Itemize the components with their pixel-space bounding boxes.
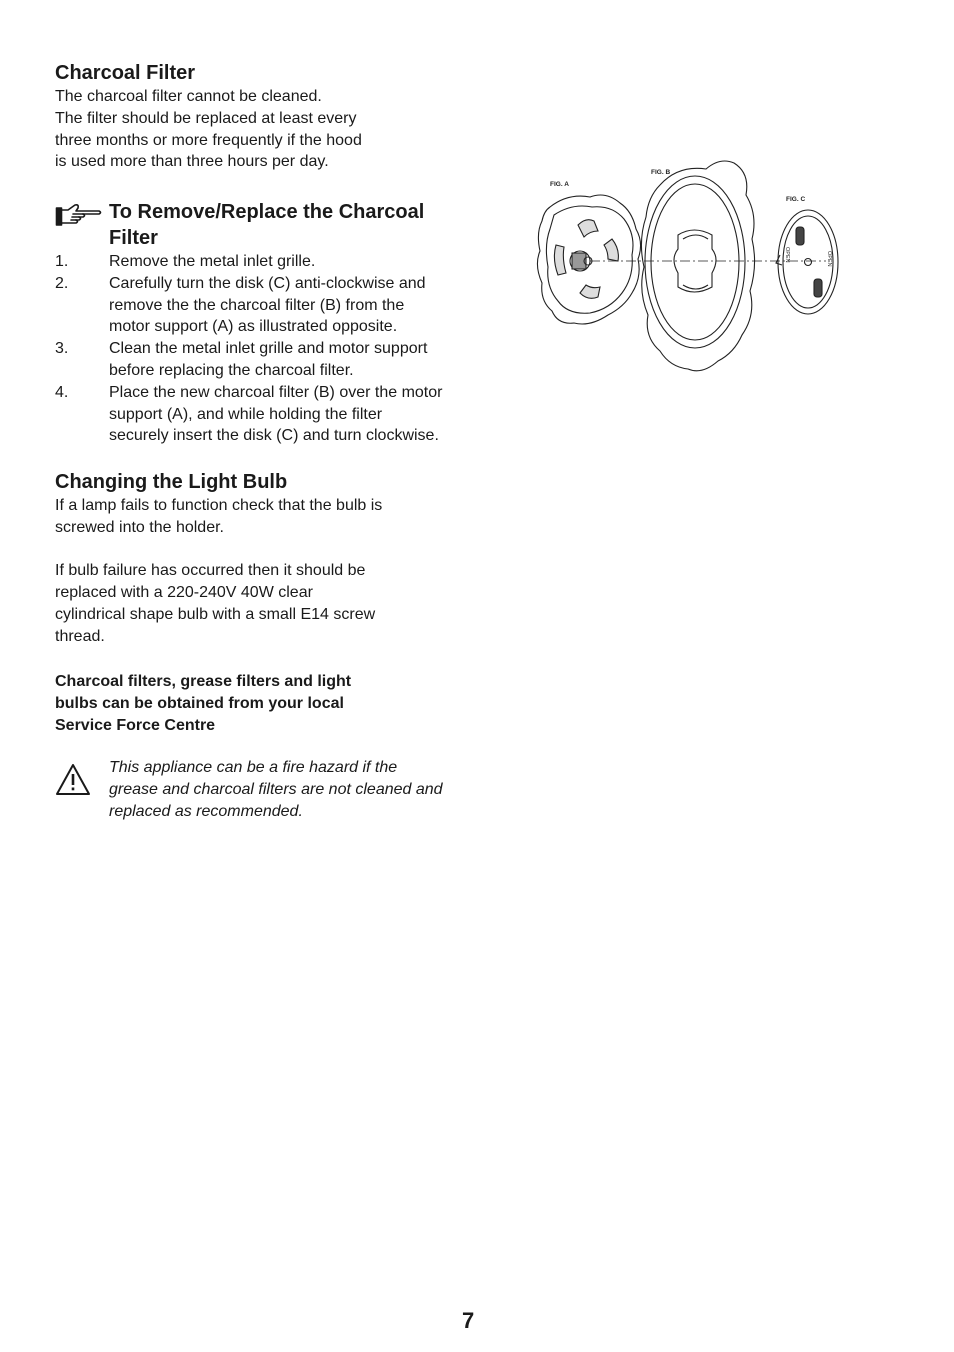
- bulb-text-line: cylindrical shape bulb with a small E14 screw: [55, 605, 376, 623]
- open-label-left: OPEN: [784, 247, 790, 263]
- charcoal-filter-section: [55, 60, 465, 173]
- step-text: remove the the charcoal filter (B) from the: [109, 296, 405, 314]
- note-line: Service Force Centre: [55, 716, 216, 734]
- bulb-text-line: If bulb failure has occurred then it should be: [55, 562, 366, 580]
- list-item: [55, 273, 465, 338]
- step-number: 2.: [55, 274, 69, 292]
- note-line: Charcoal filters, grease filters and light: [55, 673, 352, 690]
- steps-list: [55, 251, 465, 447]
- step-text: support (A), and while holding the filter: [109, 405, 383, 423]
- warning-triangle-icon: [55, 763, 91, 797]
- step-text: before replacing the charcoal filter.: [109, 361, 354, 379]
- list-item: [55, 338, 465, 382]
- filter-assembly-figure: [528, 155, 848, 380]
- charcoal-filter-heading: Charcoal Filter: [55, 62, 196, 84]
- step-text: securely insert the disk (C) and turn clockwise.: [109, 427, 439, 445]
- step-text: motor support (A) as illustrated opposite.: [109, 318, 398, 336]
- step-number: 4.: [55, 383, 69, 401]
- charcoal-text-line: The filter should be replaced at least every: [55, 109, 357, 127]
- step-text: Clean the metal inlet grille and motor support: [109, 340, 428, 358]
- remove-replace-section: [55, 199, 465, 447]
- step-number: 3.: [55, 340, 69, 358]
- warning-line: This appliance can be a fire hazard if the: [109, 759, 398, 776]
- fig-c-label: FIG. C: [786, 196, 806, 203]
- service-note: [55, 671, 465, 736]
- bulb-text-line: If a lamp fails to function check that the bulb is: [55, 497, 383, 514]
- pointing-hand-icon: [55, 202, 103, 228]
- bulb-text-line: thread.: [55, 627, 105, 645]
- page-number: 7: [462, 1308, 475, 1333]
- light-bulb-heading: Changing the Light Bulb: [55, 471, 288, 493]
- note-line: bulbs can be obtained from your local: [55, 694, 344, 712]
- open-label-right: OPEN: [826, 251, 832, 267]
- step-text: Remove the metal inlet grille.: [109, 253, 316, 270]
- list-item: [55, 251, 465, 273]
- remove-replace-title-line: Filter: [109, 227, 158, 249]
- warning-line: grease and charcoal filters are not cleaned and: [109, 780, 443, 798]
- bulb-text-line: replaced with a 220-240V 40W clear: [55, 584, 313, 602]
- step-text: Place the new charcoal filter (B) over the motor: [109, 383, 443, 401]
- remove-replace-title-line: To Remove/Replace the Charcoal: [109, 201, 425, 223]
- warning-line: replaced as recommended.: [109, 802, 303, 820]
- charcoal-text-line: is used more than three hours per day.: [55, 153, 329, 171]
- step-number: 1.: [55, 253, 69, 270]
- bulb-text-line: screwed into the holder.: [55, 518, 224, 536]
- list-item: [55, 382, 465, 447]
- step-text: Carefully turn the disk (C) anti-clockwise and: [109, 274, 426, 292]
- fire-hazard-warning: [55, 757, 465, 822]
- fig-a-label: FIG. A: [550, 181, 569, 188]
- remove-replace-heading: [55, 199, 465, 251]
- fig-b-label: FIG. B: [651, 169, 671, 176]
- charcoal-text-line: three months or more frequently if the hood: [55, 131, 362, 149]
- charcoal-text-line: The charcoal filter cannot be cleaned.: [55, 88, 322, 105]
- light-bulb-section: [55, 469, 465, 648]
